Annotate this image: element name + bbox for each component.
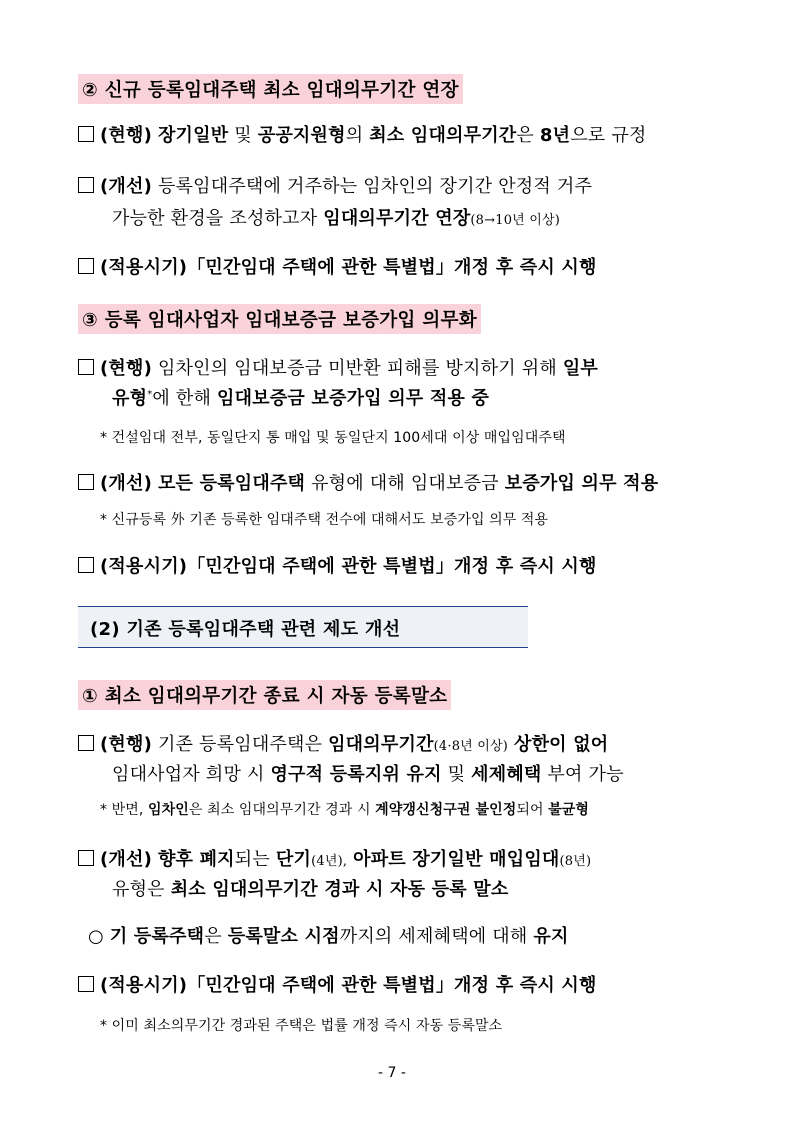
current-status-line: (현행) 기존 등록임대주택은 임대의무기간(4·8년 이상) 상한이 없어 bbox=[78, 730, 608, 756]
subsection-title-1: ① 최소 임대의무기간 종료 시 자동 등록말소 bbox=[78, 680, 451, 710]
current-status-line-cont: 임대사업자 희망 시 영구적 등록지위 유지 및 세제혜택 부여 가능 bbox=[112, 764, 624, 785]
improvement-line: (개선) 등록임대주택에 거주하는 임차인의 장기간 안정적 거주 bbox=[78, 172, 592, 198]
current-status-line: (현행) 임차인의 임대보증금 미반환 피해를 방지하기 위해 일부 bbox=[78, 354, 598, 380]
improvement-line: (개선) 향후 폐지되는 단기(4년), 아파트 장기일반 매입임대(8년) bbox=[78, 845, 591, 871]
section-header-text: (2) 기존 등록임대주택 관련 제도 개선 bbox=[90, 619, 401, 640]
circle-bullet-icon: ○ bbox=[88, 926, 104, 947]
current-status-line: (현행) 장기일반 및 공공지원형의 최소 임대의무기간은 8년으로 규정 bbox=[78, 121, 647, 147]
subsection-title-2: ② 신규 등록임대주택 최소 임대의무기간 연장 bbox=[78, 74, 463, 104]
checkbox-square-icon bbox=[78, 258, 94, 274]
checkbox-square-icon bbox=[78, 177, 94, 193]
footnote: * 신규등록 外 기존 등록한 임대주택 전수에 대해서도 보증가입 의무 적용 bbox=[100, 512, 549, 528]
checkbox-square-icon bbox=[78, 850, 94, 866]
page-number: - 7 - bbox=[378, 1065, 406, 1081]
checkbox-square-icon bbox=[78, 359, 94, 375]
footnote: * 이미 최소의무기간 경과된 주택은 법률 개정 즉시 자동 등록말소 bbox=[100, 1018, 503, 1034]
sub-bullet-line: ○ 기 등록주택은 등록말소 시점까지의 세제혜택에 대해 유지 bbox=[88, 926, 569, 947]
checkbox-square-icon bbox=[78, 126, 94, 142]
checkbox-square-icon bbox=[78, 474, 94, 490]
improvement-line-cont: 가능한 환경을 조성하고자 임대의무기간 연장(8→10년 이상) bbox=[112, 208, 561, 229]
checkbox-square-icon bbox=[78, 976, 94, 992]
footnote: * 건설임대 전부, 동일단지 통 매입 및 동일단지 100세대 이상 매입임대주택 bbox=[100, 430, 566, 446]
apply-date-line: (적용시기)「민간임대 주택에 관한 특별법」개정 후 즉시 시행 bbox=[78, 971, 597, 997]
checkbox-square-icon bbox=[78, 557, 94, 573]
section-header bbox=[78, 606, 528, 648]
improvement-line-cont: 유형은 최소 임대의무기간 경과 시 자동 등록 말소 bbox=[112, 879, 509, 900]
apply-date-line: (적용시기)「민간임대 주택에 관한 특별법」개정 후 즉시 시행 bbox=[78, 253, 597, 279]
improvement-line: (개선) 모든 등록임대주택 유형에 대해 임대보증금 보증가입 의무 적용 bbox=[78, 469, 658, 495]
apply-date-line: (적용시기)「민간임대 주택에 관한 특별법」개정 후 즉시 시행 bbox=[78, 552, 597, 578]
current-status-line-cont: 유형*에 한해 임대보증금 보증가입 의무 적용 중 bbox=[112, 388, 490, 409]
checkbox-square-icon bbox=[78, 735, 94, 751]
subsection-title-3: ③ 등록 임대사업자 임대보증금 보증가입 의무화 bbox=[78, 304, 481, 334]
footnote: * 반면, 임차인은 최소 임대의무기간 경과 시 계약갱신청구권 불인정되어 불균형 bbox=[100, 802, 590, 818]
